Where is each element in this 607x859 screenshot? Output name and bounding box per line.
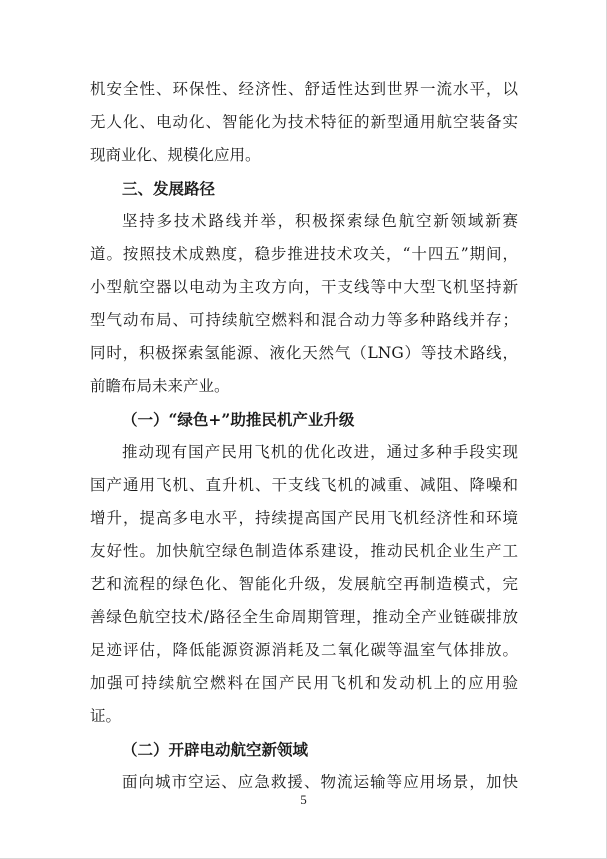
paragraph-line: 足迹评估，降低能源资源消耗及二氧化碳等温室气体排放。 [90, 641, 518, 659]
paragraph-line: 现商业化、规模化应用。 [90, 146, 261, 164]
paragraph-line: 前瞻布局未来产业。 [90, 377, 230, 395]
paragraph-line: 坚持多技术路线并举，积极探索绿色航空新领域新赛 [122, 212, 518, 230]
paragraph-line: 增升，提高多电水平，持续提高国产民用飞机经济性和环境 [90, 509, 518, 527]
paragraph-line: 机安全性、环保性、经济性、舒适性达到世界一流水平，以 [90, 80, 518, 98]
section-heading: 三、发展路径 [122, 179, 216, 198]
paragraph-line: 国产通用飞机、直升机、干支线飞机的减重、减阻、降噪和 [90, 476, 518, 494]
subsection-heading: （二）开辟电动航空新领域 [122, 740, 309, 759]
paragraph-line: 无人化、电动化、智能化为技术特征的新型通用航空装备实 [90, 113, 518, 131]
paragraph-line: 型气动布局、可持续航空燃料和混合动力等多种路线并存； [90, 311, 518, 329]
paragraph-line: 证。 [90, 707, 122, 725]
paragraph-line: 友好性。加快航空绿色制造体系建设，推动民机企业生产工 [90, 542, 518, 560]
subsection-heading: （一）“绿色+”助推民机产业升级 [122, 410, 355, 429]
paragraph-line: 道。按照技术成熟度，稳步推进技术攻关，“十四五”期间， [90, 245, 518, 263]
paragraph-line: 加强可持续航空燃料在国产民用飞机和发动机上的应用验 [90, 674, 518, 692]
paragraph-line: 艺和流程的绿色化、智能化升级，发展航空再制造模式，完 [90, 575, 518, 593]
paragraph-line: 同时，积极探索氢能源、液化天然气（LNG）等技术路线， [90, 344, 518, 362]
paragraph-line: 推动现有国产民用飞机的优化改进，通过多种手段实现 [122, 443, 518, 461]
paragraph-line: 小型航空器以电动为主攻方向，干支线等中大型飞机坚持新 [90, 278, 518, 296]
paragraph-line: 面向城市空运、应急救援、物流运输等应用场景，加快 [122, 773, 518, 791]
body-text [90, 73, 518, 799]
page-number: 5 [300, 792, 307, 807]
paragraph-line: 善绿色航空技术/路径全生命周期管理，推动全产业链碳排放 [90, 608, 518, 626]
